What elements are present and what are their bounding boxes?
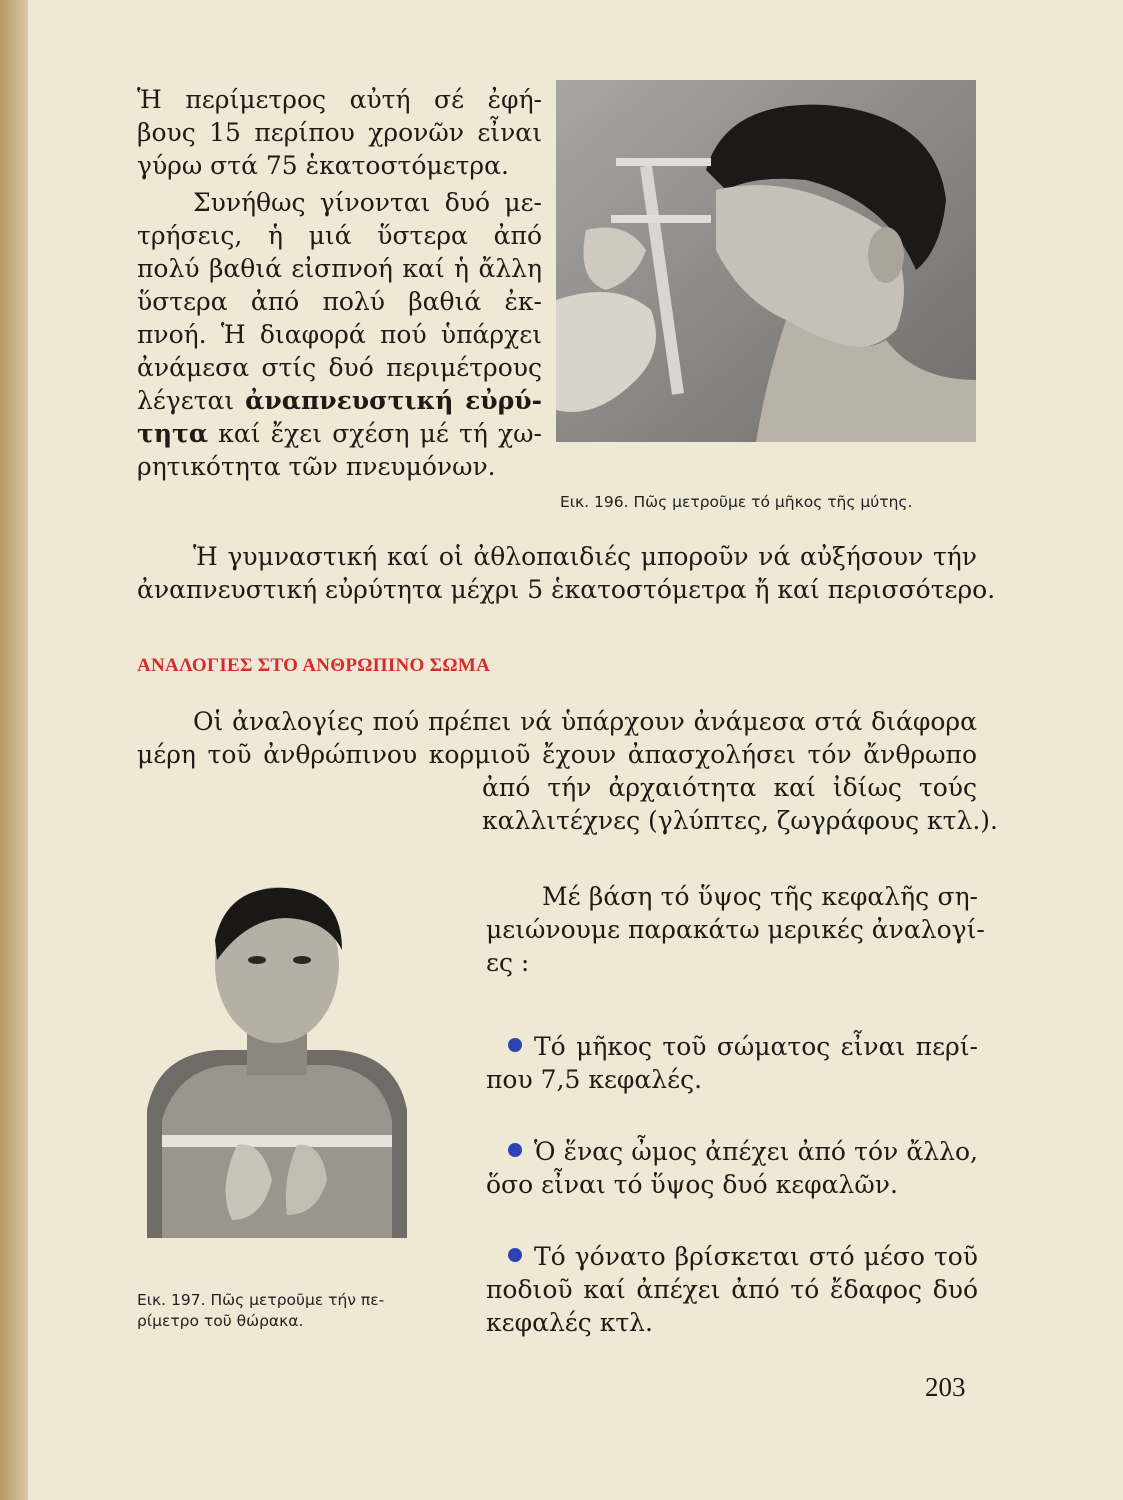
bullet-item: [486, 1240, 978, 1339]
text-line: [137, 384, 542, 417]
section-heading: ΑΝΑΛΟΓΙΕΣ ΣΤΟ ΑΝΘΡΩΠΙΝΟ ΣΩΜΑ: [137, 655, 491, 676]
paragraph-gymnastics: [137, 540, 996, 606]
nose-measurement-photo: [556, 80, 976, 442]
text-run: λέγεται: [137, 386, 246, 415]
bullet-text: Ὁ ἕνας ὦμος ἀπέχει ἀπό τόν ἄλλο,: [534, 1137, 978, 1166]
bullet-item: [486, 1030, 978, 1096]
bold-term: ἀναπνευστική εὐρύ-: [245, 386, 542, 415]
page-number: 203: [925, 1372, 966, 1402]
text-line: ποδιοῦ καί ἀπέχει ἀπό τό ἔδαφος δυό: [486, 1275, 978, 1304]
text-line: γύρω στά 75 ἑκατοστόμετρα.: [137, 151, 509, 180]
text-line: κεφαλές κτλ.: [486, 1308, 653, 1337]
text-line: ὕστερα ἀπό πολύ βαθιά ἐκ-: [137, 287, 542, 316]
text-line: πνοή. Ἡ διαφορά πού ὑπάρχει: [137, 320, 542, 349]
paragraph-proportions: [137, 705, 998, 837]
caption-line: ρίμετρο τοῦ θώρακα.: [137, 1312, 304, 1330]
text-line: μειώνουμε παρακάτω μερικές ἀναλογί-: [486, 915, 985, 944]
bullet-dot-icon: [508, 1248, 522, 1262]
text-line: Ἡ γυμναστική καί οἱ ἀθλοπαιδιές μποροῦν νά αὐξήσουν τήν: [193, 542, 977, 571]
bullet-dot-icon: [508, 1143, 522, 1157]
paragraph-measurements: [137, 186, 542, 483]
text-line: Συνήθως γίνονται δυό με-: [193, 188, 542, 217]
figure-196-caption: Εικ. 196. Πῶς μετροῦμε τό μῆκος τῆς μύτης.: [560, 493, 913, 511]
bullet-text: Τό μῆκος τοῦ σώματος εἶναι περί-: [534, 1032, 978, 1061]
bullet-item: [486, 1135, 978, 1201]
text-line: ἀνάμεσα στίς δυό περιμέτρους: [137, 353, 542, 382]
bullet-text: Τό γόνατο βρίσκεται στό μέσο τοῦ: [534, 1242, 978, 1271]
text-line: Ἡ περίμετρος αὐτή σέ ἐφή-: [137, 85, 542, 114]
text-run: καί ἔχει σχέση μέ τή χω-: [208, 419, 542, 448]
text-line: Οἱ ἀναλογίες πού πρέπει νά ὑπάρχουν ἀνάμεσα στά διάφορα: [193, 707, 977, 736]
text-line: [486, 1030, 978, 1063]
text-line: πολύ βαθιά εἰσπνοή καί ἡ ἄλλη: [137, 254, 542, 283]
text-line: τρήσεις, ἡ μιά ὕστερα ἀπό: [137, 221, 542, 250]
text-line: [486, 1135, 978, 1168]
text-line: ὅσο εἶναι τό ὕψος δυό κεφαλῶν.: [486, 1170, 898, 1199]
text-line: ἀναπνευστική εὐρύτητα μέχρι 5 ἑκατοστόμετρα ἤ καί περισσότερο.: [137, 575, 996, 604]
text-line: ες :: [486, 948, 530, 977]
bullet-dot-icon: [508, 1038, 522, 1052]
text-line: [486, 1240, 978, 1273]
text-line: βους 15 περίπου χρονῶν εἶναι: [137, 118, 542, 147]
paragraph-intro: [137, 83, 542, 182]
text-line: καλλιτέχνες (γλύπτες, ζωγράφους κτλ.).: [482, 806, 998, 835]
paragraph-head-basis: [486, 880, 985, 979]
text-line: [137, 417, 542, 450]
figure-197-photo: [137, 880, 411, 1238]
text-line: ρητικότητα τῶν πνευμόνων.: [137, 452, 496, 481]
text-line: ἀπό τήν ἀρχαιότητα καί ἰδίως τούς: [482, 773, 977, 802]
caption-line: Εικ. 197. Πῶς μετροῦμε τήν πε-: [137, 1291, 385, 1309]
text-line: Μέ βάση τό ὕψος τῆς κεφαλῆς ση-: [542, 882, 978, 911]
chest-measurement-photo: [137, 880, 411, 1238]
bold-term: τητα: [137, 419, 209, 448]
figure-196-photo: [556, 80, 976, 442]
text-line: που 7,5 κεφαλές.: [486, 1065, 703, 1094]
text-line: μέρη τοῦ ἀνθρώπινου κορμιοῦ ἔχουν ἀπασχολήσει τόν ἄνθρωπο: [137, 740, 977, 769]
figure-197-caption: [137, 1290, 427, 1332]
